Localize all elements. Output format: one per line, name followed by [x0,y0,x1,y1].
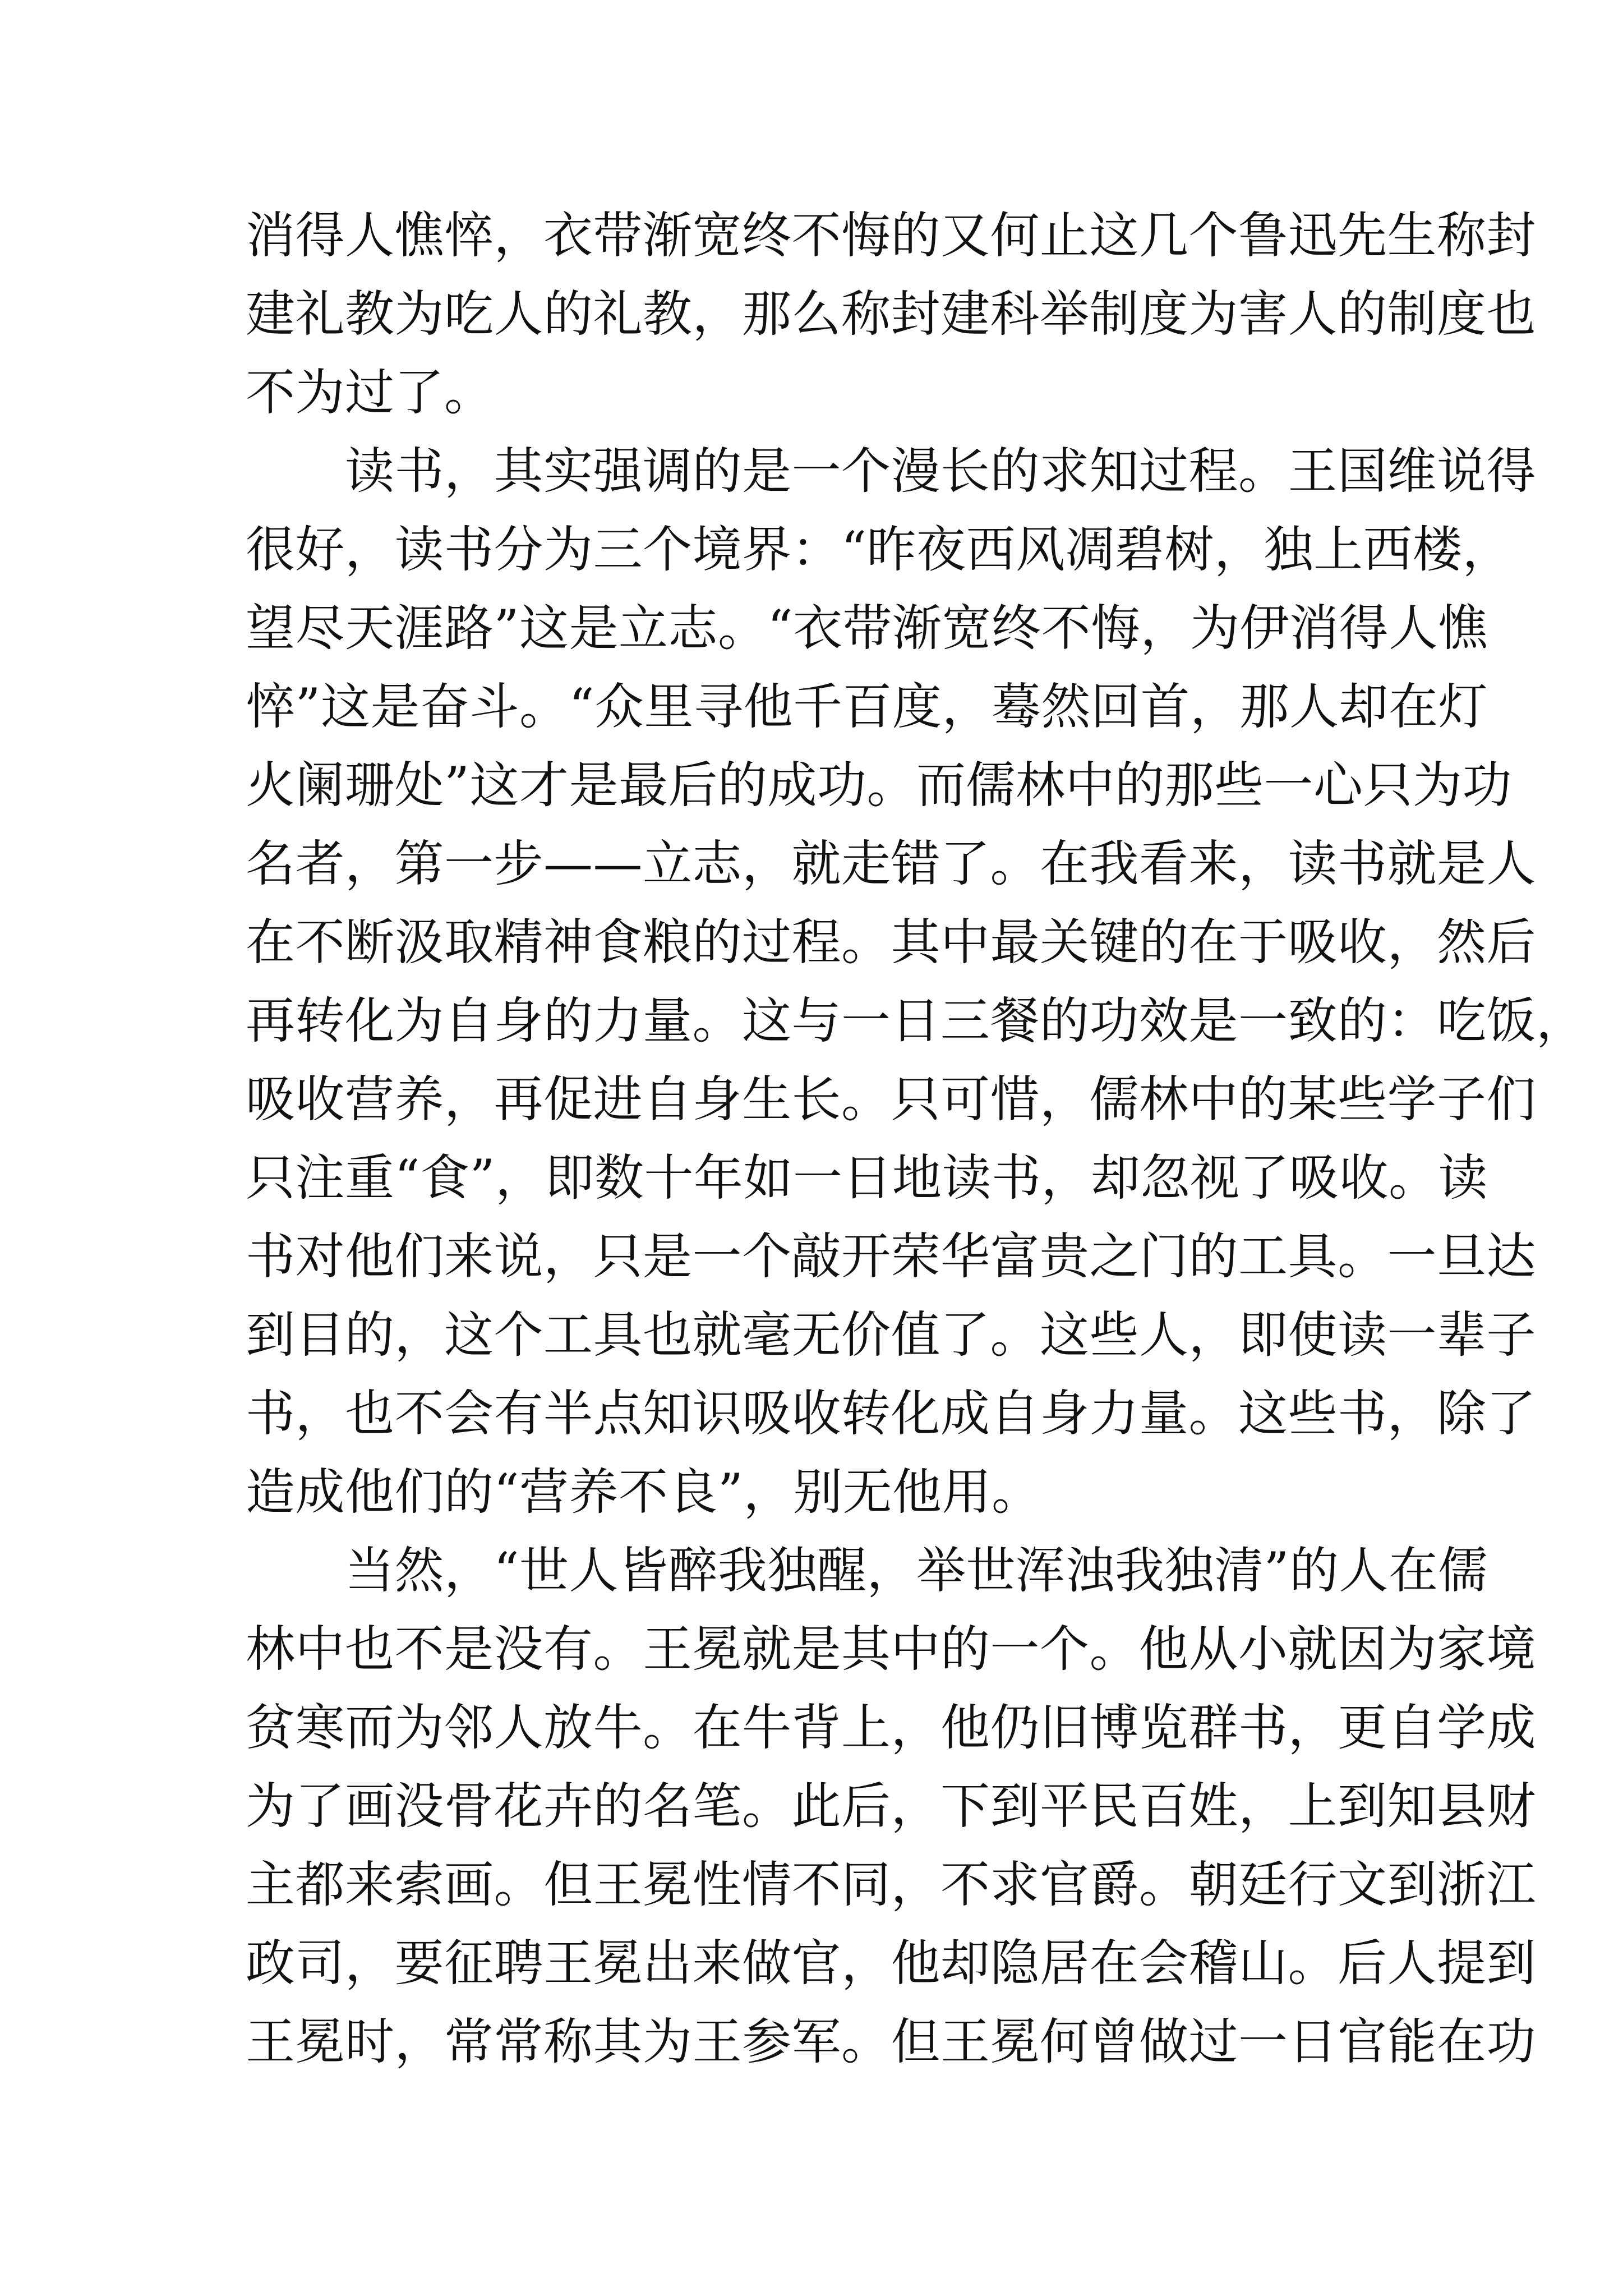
text-line: 造成他们的“营养不良”，别无他用。 [246,1463,1041,1521]
paragraph-start-line: 当然，“世人皆醉我独醒，举世浑浊我独清”的人在儒 [246,1542,1488,1599]
text-line: 悴”这是奋斗。“众里寻他千百度，蓦然回首，那人却在灯 [246,678,1488,735]
text-line: 到目的，这个工具也就毫无价值了。这些人，即使读一辈子 [246,1306,1537,1364]
text-line: 望尽天涯路”这是立志。“衣带渐宽终不悔，为伊消得人憔 [246,599,1488,657]
text-line: 火阑珊处”这才是最后的成功。而儒林中的那些一心只为功 [246,756,1512,814]
text-line: 不为过了。 [246,364,494,421]
text-line: 贫寒而为邻人放牛。在牛背上，他仍旧博览群书，更自学成 [246,1699,1537,1756]
text-line: 吸收营养，再促进自身生长。只可惜，儒林中的某些学子们 [246,1070,1537,1128]
text-line: 书对他们来说，只是一个敲开荣华富贵之门的工具。一旦达 [246,1227,1537,1285]
text-line: 在不断汲取精神食粮的过程。其中最关键的在于吸收，然后 [246,913,1537,971]
text-line: 消得人憔悴，衣带渐宽终不悔的又何止这几个鲁迅先生称封 [246,206,1537,264]
text-line: 王冕时，常常称其为王参军。但王冕何曾做过一日官能在功 [246,2013,1537,2070]
text-line: 政司，要征聘王冕出来做官，他却隐居在会稽山。后人提到 [246,1934,1537,1992]
text-line: 为了画没骨花卉的名笔。此后，下到平民百姓，上到知县财 [246,1777,1537,1835]
paragraph-start-line: 读书，其实强调的是一个漫长的求知过程。王国维说得 [246,442,1537,500]
text-line: 只注重“食”，即数十年如一日地读书，却忽视了吸收。读 [246,1149,1488,1207]
text-line: 林中也不是没有。王冕就是其中的一个。他从小就因为家境 [246,1620,1537,1678]
text-line: 书，也不会有半点知识吸收转化成自身力量。这些书，除了 [246,1384,1537,1442]
text-line: 再转化为自身的力量。这与一日三餐的功效是一致的：吃饭， [246,992,1586,1050]
text-line: 主都来索画。但王冕性情不同，不求官爵。朝廷行文到浙江 [246,1856,1537,1913]
body-text [246,196,1586,2081]
text-line: 名者，第一步——立志，就走错了。在我看来，读书就是人 [246,835,1537,892]
text-line: 建礼教为吃人的礼教，那么称封建科举制度为害人的制度也 [246,285,1537,343]
text-line: 很好，读书分为三个境界：“昨夜西风凋碧树，独上西楼， [246,521,1512,578]
